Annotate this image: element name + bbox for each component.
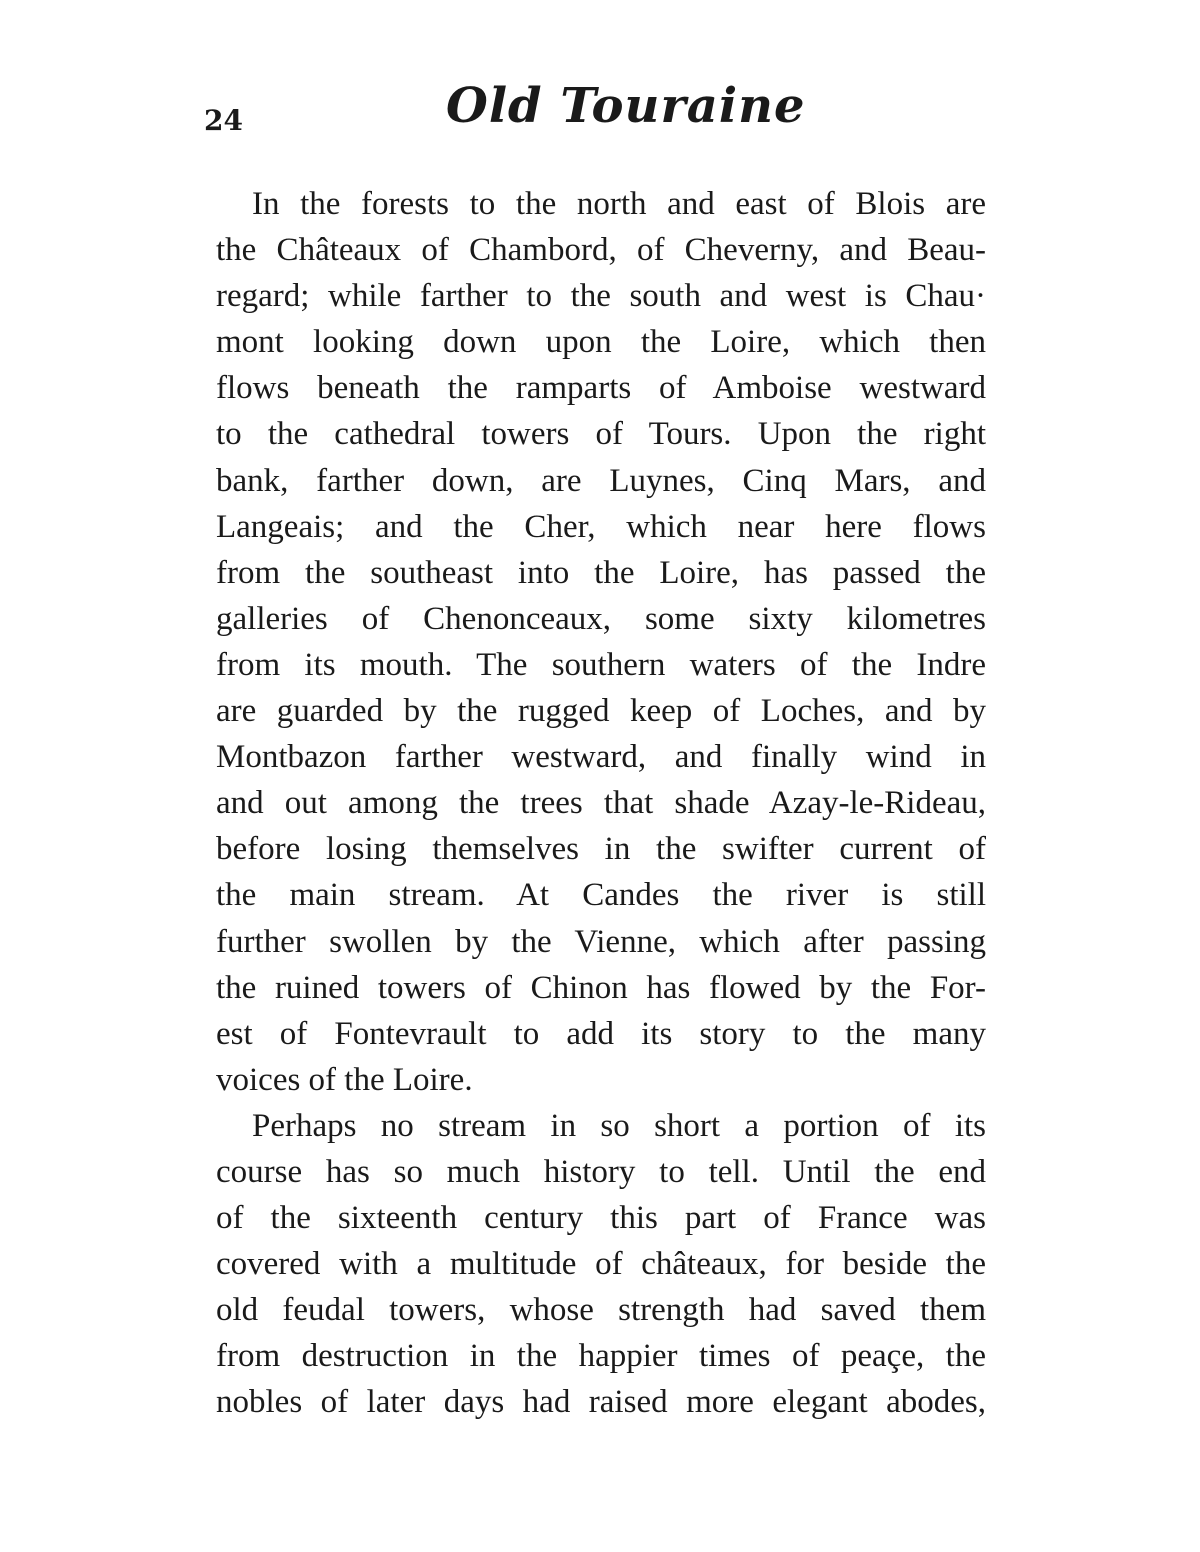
text-line: regard; while farther to the south and west is Chau· xyxy=(216,278,986,315)
text-line: Montbazon farther westward, and finally wind in xyxy=(216,739,986,776)
text-line: before losing themselves in the swifter current of xyxy=(216,831,986,868)
text-line: Perhaps no stream in so short a portion of its xyxy=(252,1107,986,1144)
text-line: covered with a multitude of châteaux, for beside the xyxy=(216,1246,986,1283)
text-line: est of Fontevrault to add its story to the many xyxy=(216,1015,986,1052)
text-line: nobles of later days had raised more elegant abodes, xyxy=(216,1384,986,1421)
text-line: mont looking down upon the Loire, which then xyxy=(216,324,986,361)
text-line: the ruined towers of Chinon has flowed by the For- xyxy=(216,969,986,1006)
text-line: Langeais; and the Cher, which near here flows xyxy=(216,508,986,545)
paragraph-2 xyxy=(216,1103,986,1426)
text-line: from its mouth. The southern waters of the Indre xyxy=(216,646,986,683)
running-title: Old Touraine xyxy=(446,78,806,134)
text-line: bank, farther down, are Luynes, Cinq Mars, and xyxy=(216,462,986,499)
text-line: In the forests to the north and east of Blois are xyxy=(252,186,986,222)
paragraph-1 xyxy=(216,181,986,1103)
text-line: further swollen by the Vienne, which after passing xyxy=(216,923,986,960)
text-line: old feudal towers, whose strength had saved them xyxy=(216,1292,986,1329)
text-line: are guarded by the rugged keep of Loches, and by xyxy=(216,693,986,730)
text-line: flows beneath the ramparts of Amboise westward xyxy=(216,370,986,407)
text-line: the Châteaux of Chambord, of Cheverny, and Beau- xyxy=(216,232,986,269)
text-line: from destruction in the happier times of peaçe, the xyxy=(216,1338,986,1375)
page-number: 24 xyxy=(204,104,243,137)
text-line: course has so much history to tell. Until the end xyxy=(216,1153,986,1190)
text-line: the main stream. At Candes the river is still xyxy=(216,877,986,914)
text-line: from the southeast into the Loire, has passed the xyxy=(216,554,986,591)
text-line: to the cathedral towers of Tours. Upon the right xyxy=(216,416,986,453)
text-line: of the sixteenth century this part of France was xyxy=(216,1200,986,1237)
text-line: galleries of Chenonceaux, some sixty kilometres xyxy=(216,600,986,637)
text-line: voices of the Loire. xyxy=(216,1061,473,1098)
body-text xyxy=(216,181,986,1426)
page-header xyxy=(204,78,984,158)
text-line: and out among the trees that shade Azay-le-Rideau, xyxy=(216,785,986,822)
